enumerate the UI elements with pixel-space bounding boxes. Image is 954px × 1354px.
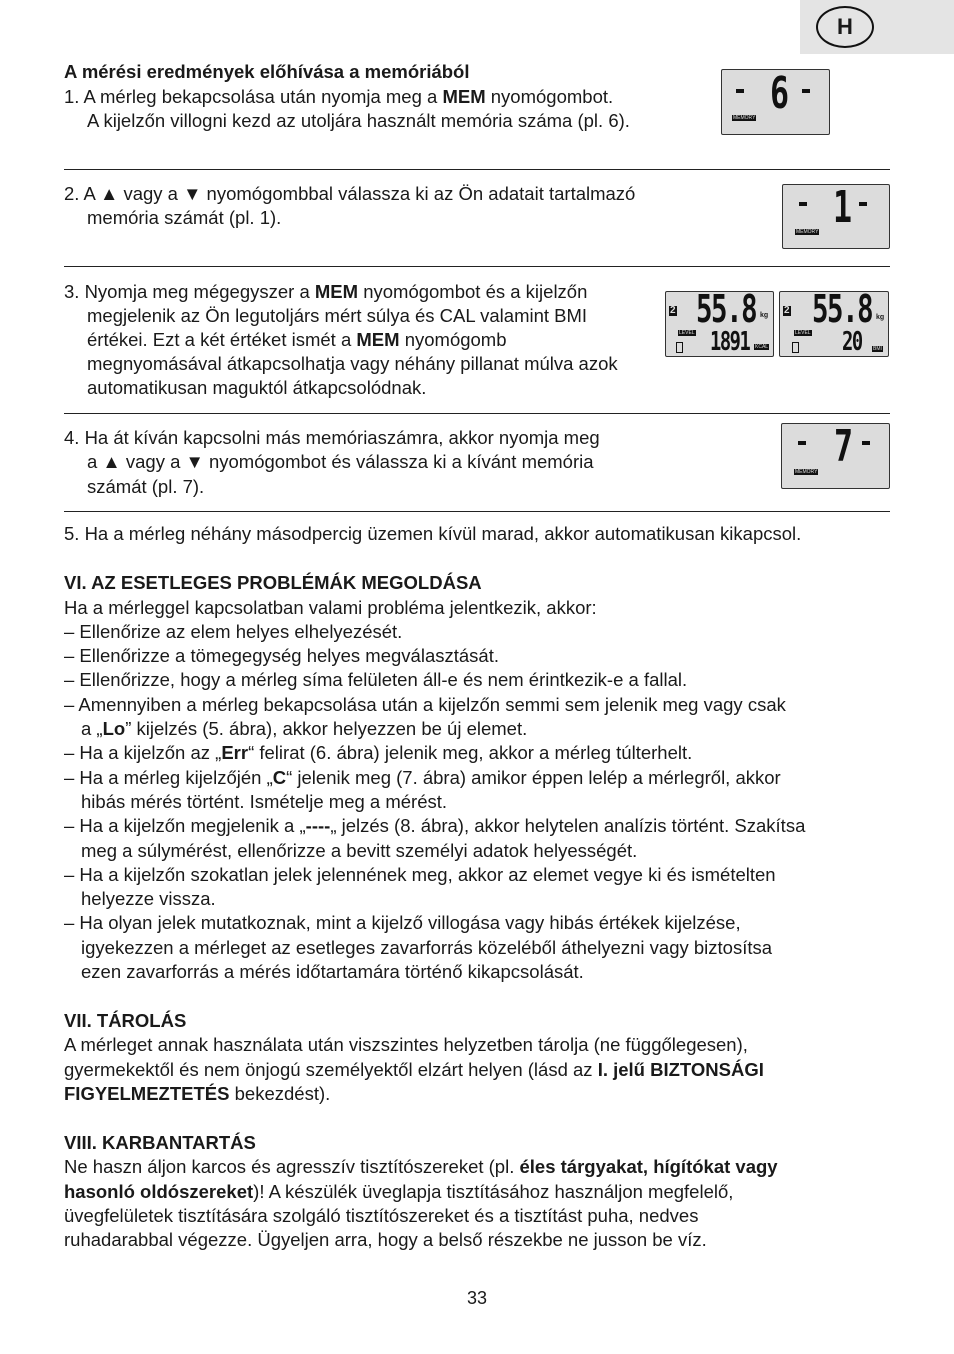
lcd-weight: 55.8 — [812, 287, 873, 331]
lcd-kcal-value: 1891 — [710, 327, 750, 357]
lcd-weight: 55.8 — [696, 287, 757, 331]
step-3-line-5: automatikusan maguktól átkapcsolódnak. — [87, 377, 427, 398]
problem-item-cont: helyezze vissza. — [81, 888, 216, 909]
step-4-line-2: a ▲ vagy a ▼ nyomógombot és válassza ki a kívánt memória — [87, 451, 594, 472]
step-4-line-3: számát (pl. 7). — [87, 476, 205, 497]
lcd-display-memory-7 — [781, 423, 890, 489]
step-5: 5. Ha a mérleg néhány másodpercig üzemen kívül marad, akkor automatikusan kikapcsol. — [64, 523, 802, 544]
lcd-display-bmi: 2 55.8 kg LEVEL 20 BMI — [779, 291, 889, 357]
problem-item-cont: meg a súlymérést, ellenőrizze a bevitt személyi adatok helyességét. — [81, 840, 638, 861]
lcd-display-kcal: 2 55.8 kg LEVEL 1891 KCAL — [665, 291, 774, 357]
divider — [64, 511, 890, 512]
step-2-line-2: memória számát (pl. 1). — [87, 207, 282, 228]
problem-item-cont: a „Lo” kijelzés (5. ábra), akkor helyezzen be új elemet. — [81, 718, 528, 739]
step-3-line-2: megjelenik az Ön legutoljárs mért súlya és CAL valamint BMI — [87, 305, 588, 326]
problem-item: – Ha olyan jelek mutatkoznak, mint a kijelző villogása vagy hibás értékek kijelzése, — [64, 912, 741, 933]
language-badge: H — [816, 6, 874, 48]
divider — [64, 169, 890, 170]
storage-line-1: A mérleget annak használata után viszszintes helyzetben tárolja (ne függőlegesen), — [64, 1034, 748, 1055]
step-2-line-1: 2. A ▲ vagy a ▼ nyomógombbal válassza ki az Ön adatait tartalmazó — [64, 183, 636, 204]
problem-item: – Ha a kijelzőn megjelenik a „----„ jelzés (8. ábra), akkor helytelen analízis történt. Szakítsa — [64, 815, 806, 836]
page-number: 33 — [466, 1288, 488, 1308]
step-3-line-4: megnyomásával átkapcsolhatja vagy néhány pillanat múlva azok — [87, 353, 618, 374]
memory-heading: A mérési eredmények előhívása a memóriából — [64, 61, 470, 82]
lcd-bmi-value: 20 — [842, 327, 862, 357]
problem-item: – Ha a kijelzőn az „Err“ felirat (6. ábra) jelenik meg, akkor a mérleg túlterhelt. — [64, 742, 693, 763]
maintenance-line-3: üvegfelületek tisztítására szolgáló tisztítószereket és a tisztítást puha, nedves — [64, 1205, 699, 1226]
lcd-memory-label: MEMORY — [733, 115, 756, 121]
storage-heading: VII. TÁROLÁS — [64, 1010, 187, 1031]
problem-item-cont: hibás mérés történt. Ismételje meg a mérést. — [81, 791, 448, 812]
lcd-memory-label: MEMORY — [795, 469, 818, 475]
lcd-memory-label: MEMORY — [796, 229, 819, 235]
problem-item: – Ha a kijelzőn szokatlan jelek jelennének meg, akkor az elemet vegye ki és ismételten — [64, 864, 776, 885]
step-3-line-1: 3. Nyomja meg mégegyszer a MEM nyomógombot és a kijelzőn — [64, 281, 588, 302]
divider — [64, 413, 890, 414]
lcd-display-memory-1 — [782, 184, 890, 249]
problem-item: – Ellenőrizze, hogy a mérleg síma felületen áll-e és nem érintkezik-e a fallal. — [64, 669, 688, 690]
lcd-digit: 6 — [770, 68, 788, 119]
language-tab — [800, 0, 954, 54]
problems-intro: Ha a mérleggel kapcsolatban valami probléma jelentkezik, akkor: — [64, 597, 597, 618]
storage-line-3: FIGYELMEZTETÉS bekezdést). — [64, 1083, 331, 1104]
problem-item: – Ellenőrizze a tömegegység helyes megválasztását. — [64, 645, 499, 666]
lcd-digit: 7 — [834, 421, 852, 472]
maintenance-heading: VIII. KARBANTARTÁS — [64, 1132, 256, 1153]
problem-item: – Amennyiben a mérleg bekapcsolása után a kijelzőn semmi sem jelenik meg vagy csak — [64, 694, 786, 715]
step-4-line-1: 4. Ha át kíván kapcsolni más memóriaszámra, akkor nyomja meg — [64, 427, 600, 448]
step-1-line-1: 1. A mérleg bekapcsolása után nyomja meg a MEM nyomógombot. — [64, 86, 614, 107]
maintenance-line-2: hasonló oldószereket)! A készülék üveglapja tisztításához használjon megfelelő, — [64, 1181, 734, 1202]
divider — [64, 266, 890, 267]
problems-heading: VI. AZ ESETLEGES PROBLÉMÁK MEGOLDÁSA — [64, 572, 482, 593]
problem-item: – Ellenőrize az elem helyes elhelyezését. — [64, 621, 403, 642]
step-3-line-3: értékei. Ezt a két értéket ismét a MEM nyomógomb — [87, 329, 507, 350]
lcd-display-memory-6 — [721, 69, 830, 135]
maintenance-line-4: ruhadarabbal végezze. Ügyeljen arra, hogy a belső részekbe ne jusson be víz. — [64, 1229, 707, 1250]
step-1-line-2: A kijelzőn villogni kezd az utoljára használt memória száma (pl. 6). — [87, 110, 630, 131]
problem-item-cont: ezen zavarforrás a mérés időtartamára történő kikapcsolását. — [81, 961, 584, 982]
maintenance-line-1: Ne haszn áljon karcos és agresszív tisztítószereket (pl. éles tárgyakat, hígítókat vagy — [64, 1156, 778, 1177]
problem-item-cont: igyekezzen a mérleget az esetleges zavarforrás közeléből áthelyezni vagy biztosítsa — [81, 937, 773, 958]
lcd-digit: 1 — [833, 182, 851, 233]
problem-item: – Ha a mérleg kijelzőjén „C“ jelenik meg (7. ábra) amikor éppen lelép a mérlegről, akkor — [64, 767, 781, 788]
storage-line-2: gyermekektől és nem önjogú személyektől elzárt helyen (lásd az I. jelű BIZTONSÁGI — [64, 1059, 764, 1080]
